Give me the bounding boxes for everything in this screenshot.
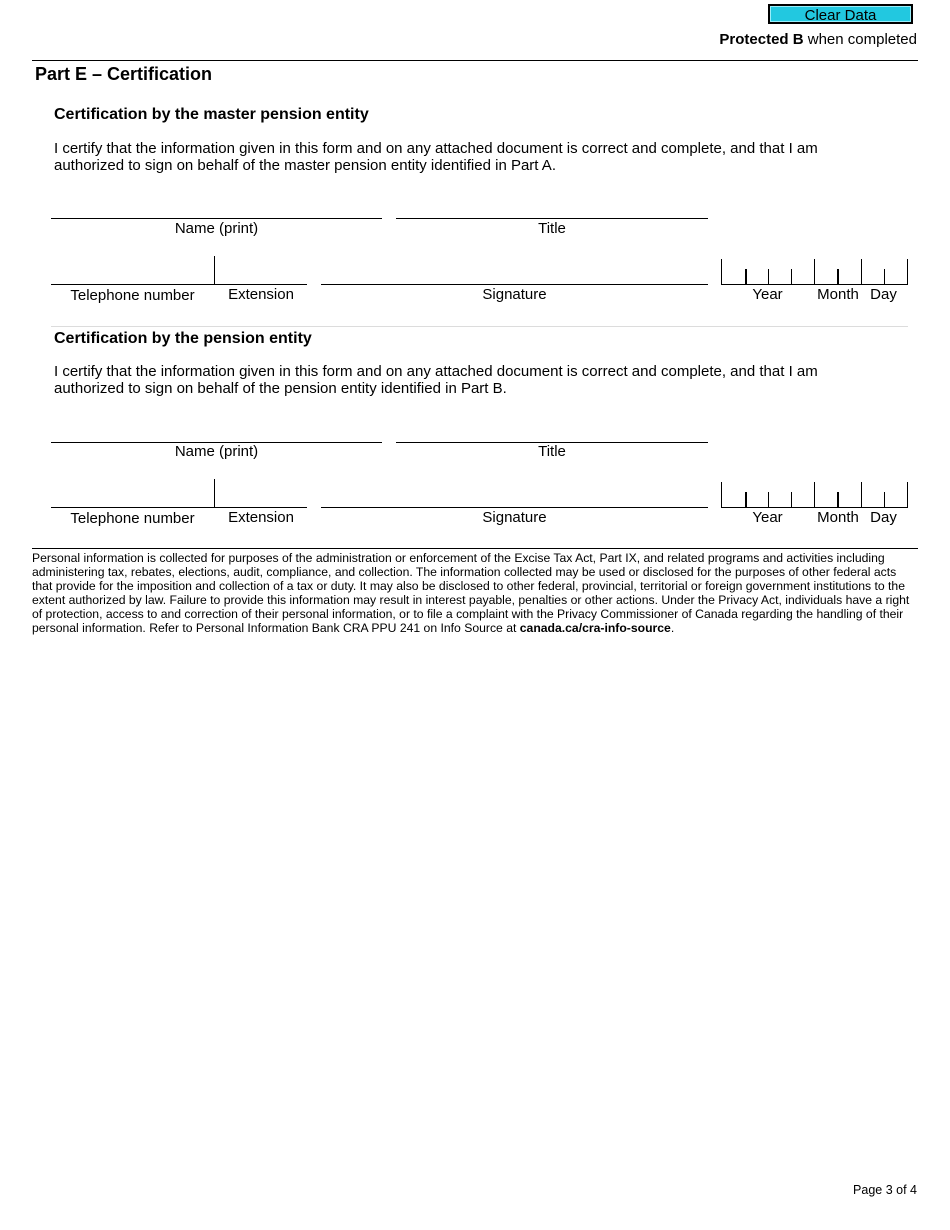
signature-field[interactable] <box>321 258 708 284</box>
name-line <box>51 218 382 219</box>
date-tick <box>768 269 769 285</box>
date-tick <box>907 482 908 508</box>
date-tick <box>837 269 839 285</box>
name-label: Name (print) <box>174 220 259 237</box>
date-tick <box>884 492 885 508</box>
page-number: Page 3 of 4 <box>853 1183 917 1197</box>
extension-label: Extension <box>228 286 294 303</box>
protected-b-suffix: when completed <box>803 31 917 48</box>
extension-input[interactable] <box>216 262 310 285</box>
title-input[interactable] <box>396 420 711 443</box>
telephone-line <box>51 507 214 508</box>
year-label: Year <box>752 509 783 526</box>
telephone-line <box>51 284 214 285</box>
telephone-divider <box>214 479 215 508</box>
telephone-input[interactable] <box>51 262 217 285</box>
name-print-input[interactable] <box>51 420 385 443</box>
day-label: Day <box>870 509 897 526</box>
date-tick <box>791 269 792 285</box>
certification-statement: I certify that the information given in this form and on any attached document is correct and complete, and that I am authorized to sign on behalf of the pension entity identified in Part B. <box>54 363 818 397</box>
date-tick <box>721 482 722 508</box>
name-label: Name (print) <box>174 443 259 460</box>
privacy-text: Personal information is collected for purposes of the administration or enforcement of the Excise Tax Act, Part IX, and related programs and activities including administering tax, rebates, elections, audit, compliance, and collection. The information collected may be used or disclosed for the purposes of other federal acts that provide for the imposition and collection of a tax or duty. It may also be disclosed to other federal, provincial, territorial or foreign government institutions to the extent authorized by law. Failure to provide this information may result in interest payable, penalties or other actions. Under the Privacy Act, individuals have a right of protection, access to and correction of their personal information, or to file a complaint with the Privacy Commissioner of Canada regarding the handling of their personal information. Refer to Personal Information Bank CRA PPU 241 on Info Source at <box>32 551 910 636</box>
signature-line <box>321 284 708 285</box>
protected-b-notice <box>719 31 917 48</box>
date-tick <box>745 492 747 508</box>
date-tick <box>837 492 839 508</box>
name-print-input[interactable] <box>51 196 385 219</box>
extension-line <box>215 284 307 285</box>
title-line <box>396 218 708 219</box>
telephone-input[interactable] <box>51 485 217 508</box>
date-tick <box>907 259 908 285</box>
privacy-notice <box>32 551 912 636</box>
date-tick <box>884 269 885 285</box>
extension-label: Extension <box>228 509 294 526</box>
title-input[interactable] <box>396 196 711 219</box>
section-divider <box>51 326 908 327</box>
date-tick <box>745 269 747 285</box>
month-label: Month <box>817 286 859 303</box>
extension-input[interactable] <box>216 485 310 508</box>
date-tick <box>814 482 815 508</box>
privacy-text-end: . <box>670 621 675 636</box>
telephone-label: Telephone number <box>70 510 195 527</box>
telephone-label: Telephone number <box>70 287 195 304</box>
date-field[interactable] <box>721 482 908 508</box>
info-source-link: canada.ca/cra-info-source <box>519 621 671 636</box>
date-tick <box>861 259 862 285</box>
date-tick <box>791 492 792 508</box>
section-heading: Certification by the master pension entity <box>54 106 369 123</box>
title-label: Title <box>538 220 566 237</box>
date-tick <box>721 259 722 285</box>
signature-line <box>321 507 708 508</box>
year-label: Year <box>752 286 783 303</box>
clear-data-button[interactable]: Clear Data <box>768 4 913 24</box>
date-tick <box>861 482 862 508</box>
title-label: Title <box>538 443 566 460</box>
date-field[interactable] <box>721 259 908 285</box>
certification-statement: I certify that the information given in this form and on any attached document is correct and complete, and that I am authorized to sign on behalf of the master pension entity identified in Part A. <box>54 140 818 174</box>
extension-line <box>215 507 307 508</box>
section-heading: Certification by the pension entity <box>54 330 312 347</box>
day-label: Day <box>870 286 897 303</box>
header-divider <box>32 60 918 61</box>
privacy-divider <box>32 548 918 549</box>
date-tick <box>768 492 769 508</box>
month-label: Month <box>817 509 859 526</box>
part-title: Part E – Certification <box>35 64 213 84</box>
protected-b-label: Protected B <box>719 31 804 48</box>
date-tick <box>814 259 815 285</box>
telephone-divider <box>214 256 215 285</box>
signature-field[interactable] <box>321 481 708 507</box>
signature-label: Signature <box>482 286 547 303</box>
signature-label: Signature <box>482 509 547 526</box>
